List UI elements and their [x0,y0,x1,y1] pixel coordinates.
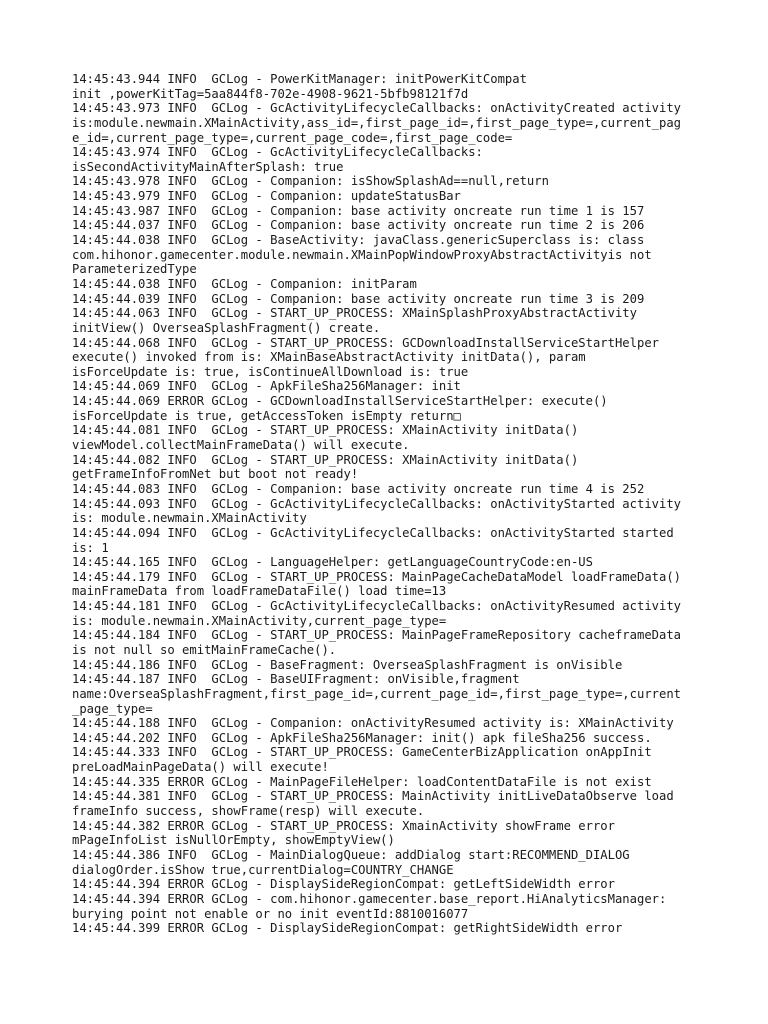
log-line: mPageInfoList isNullOrEmpty, showEmptyView() [72,833,395,848]
log-line: viewModel.collectMainFrameData() will execute. [72,438,410,453]
log-line: 14:45:43.979 INFO GCLog - Companion: updateStatusBar [72,189,461,204]
log-line: 14:45:44.179 INFO GCLog - START_UP_PROCESS: MainPageCacheDataModel loadFrameData() [72,569,682,584]
log-line: is not null so emitMainFrameCache(). [72,642,337,657]
log-line: isSecondActivityMainAfterSplash: true [72,159,344,174]
log-line: 14:45:43.987 INFO GCLog - Companion: base activity oncreate run time 1 is 157 [72,203,645,218]
log-line: 14:45:44.069 ERROR GCLog - GCDownloadInstallServiceStartHelper: execute() [72,394,608,409]
log-line: 14:45:44.063 INFO GCLog - START_UP_PROCESS: XMainSplashProxyAbstractActivity [72,306,637,321]
log-line: 14:45:44.394 ERROR GCLog - DisplaySideRegionCompat: getLeftSideWidth error [72,877,615,892]
log-line: is: module.newmain.XMainActivity [72,511,307,526]
log-line: com.hihonor.gamecenter.module.newmain.XMainPopWindowProxyAbstractActivityis not [72,247,652,262]
log-line: 14:45:44.038 INFO GCLog - BaseActivity: javaClass.genericSuperclass is: class [72,233,645,248]
log-line: init ,powerKitTag=5aa844f8-702e-4908-9621-5bfb98121f7d [72,86,469,101]
log-line: frameInfo success, showFrame(resp) will execute. [72,804,425,819]
log-line: 14:45:44.202 INFO GCLog - ApkFileSha256Manager: init() apk fileSha256 success. [72,730,652,745]
log-line: is: 1 [72,540,109,555]
log-line: dialogOrder.isShow true,currentDialog=COUNTRY_CHANGE [72,862,454,877]
log-line: preLoadMainPageData() will execute! [72,760,329,775]
log-line: isForceUpdate is true, getAccessToken isEmpty return□ [72,408,461,423]
log-line: 14:45:44.386 INFO GCLog - MainDialogQueue: addDialog start:RECOMMEND_DIALOG [72,847,630,862]
log-line: is:module.newmain.XMainActivity,ass_id=,first_page_id=,first_page_type=,current_pag [72,115,682,130]
log-line: 14:45:44.184 INFO GCLog - START_UP_PROCESS: MainPageFrameRepository cacheframeData [72,628,682,643]
log-line: is: module.newmain.XMainActivity,current_page_type= [72,613,447,628]
log-line: 14:45:44.069 INFO GCLog - ApkFileSha256Manager: init [72,379,461,394]
log-line: execute() invoked from is: XMainBaseAbstractActivity initData(), param [72,350,586,365]
log-line: burying point not enable or no init eventId:8810016077 [72,906,469,921]
log-line: 14:45:44.038 INFO GCLog - Companion: initParam [72,276,417,291]
log-line: 14:45:43.944 INFO GCLog - PowerKitManager: initPowerKitCompat [72,72,527,86]
log-line: 14:45:44.394 ERROR GCLog - com.hihonor.gamecenter.base_report.HiAnalyticsManager: [72,891,667,906]
log-line: 14:45:44.181 INFO GCLog - GcActivityLifecycleCallbacks: onActivityResumed activity [72,599,682,614]
log-line: ParameterizedType [72,262,197,277]
log-line: 14:45:43.973 INFO GCLog - GcActivityLifecycleCallbacks: onActivityCreated activity [72,101,682,116]
log-line: name:OverseaSplashFragment,first_page_id=,current_page_id=,first_page_type=,current [72,686,682,701]
log-line: 14:45:44.186 INFO GCLog - BaseFragment: OverseaSplashFragment is onVisible [72,657,623,672]
log-line: isForceUpdate is: true, isContinueAllDownload is: true [72,364,469,379]
log-line: 14:45:44.381 INFO GCLog - START_UP_PROCESS: MainActivity initLiveDataObserve load [72,789,674,804]
log-line: 14:45:44.382 ERROR GCLog - START_UP_PROCESS: XmainActivity showFrame error [72,818,615,833]
log-line: 14:45:43.974 INFO GCLog - GcActivityLifecycleCallbacks: [72,145,483,160]
log-line: 14:45:44.039 INFO GCLog - Companion: base activity oncreate run time 3 is 209 [72,291,645,306]
log-line: 14:45:44.399 ERROR GCLog - DisplaySideRegionCompat: getRightSideWidth error [72,921,623,936]
log-document [72,72,702,936]
log-line: 14:45:44.081 INFO GCLog - START_UP_PROCESS: XMainActivity initData() [72,423,579,438]
log-line: 14:45:44.335 ERROR GCLog - MainPageFileHelper: loadContentDataFile is not exist [72,774,652,789]
log-line: e_id=,current_page_type=,current_page_code=,first_page_code= [72,130,513,145]
log-line: 14:45:44.165 INFO GCLog - LanguageHelper: getLanguageCountryCode:en-US [72,555,593,570]
log-line: 14:45:44.037 INFO GCLog - Companion: base activity oncreate run time 2 is 206 [72,218,645,233]
log-line: _page_type= [72,701,153,716]
log-line: 14:45:44.093 INFO GCLog - GcActivityLifecycleCallbacks: onActivityStarted activity [72,496,682,511]
log-line: getFrameInfoFromNet but boot not ready! [72,467,359,482]
log-line: 14:45:44.188 INFO GCLog - Companion: onActivityResumed activity is: XMainActivity [72,716,674,731]
log-line: 14:45:43.978 INFO GCLog - Companion: isShowSplashAd==null,return [72,174,549,189]
log-line: 14:45:44.083 INFO GCLog - Companion: base activity oncreate run time 4 is 252 [72,481,645,496]
log-line: 14:45:44.187 INFO GCLog - BaseUIFragment: onVisible,fragment [72,672,520,687]
log-line: initView() OverseaSplashFragment() create. [72,320,381,335]
log-line: 14:45:44.082 INFO GCLog - START_UP_PROCESS: XMainActivity initData() [72,452,579,467]
log-line: 14:45:44.094 INFO GCLog - GcActivityLifecycleCallbacks: onActivityStarted started [72,525,674,540]
log-line: 14:45:44.068 INFO GCLog - START_UP_PROCESS: GCDownloadInstallServiceStartHelper [72,335,659,350]
log-line: 14:45:44.333 INFO GCLog - START_UP_PROCESS: GameCenterBizApplication onAppInit [72,745,652,760]
log-line: mainFrameData from loadFrameDataFile() load time=13 [72,584,447,599]
